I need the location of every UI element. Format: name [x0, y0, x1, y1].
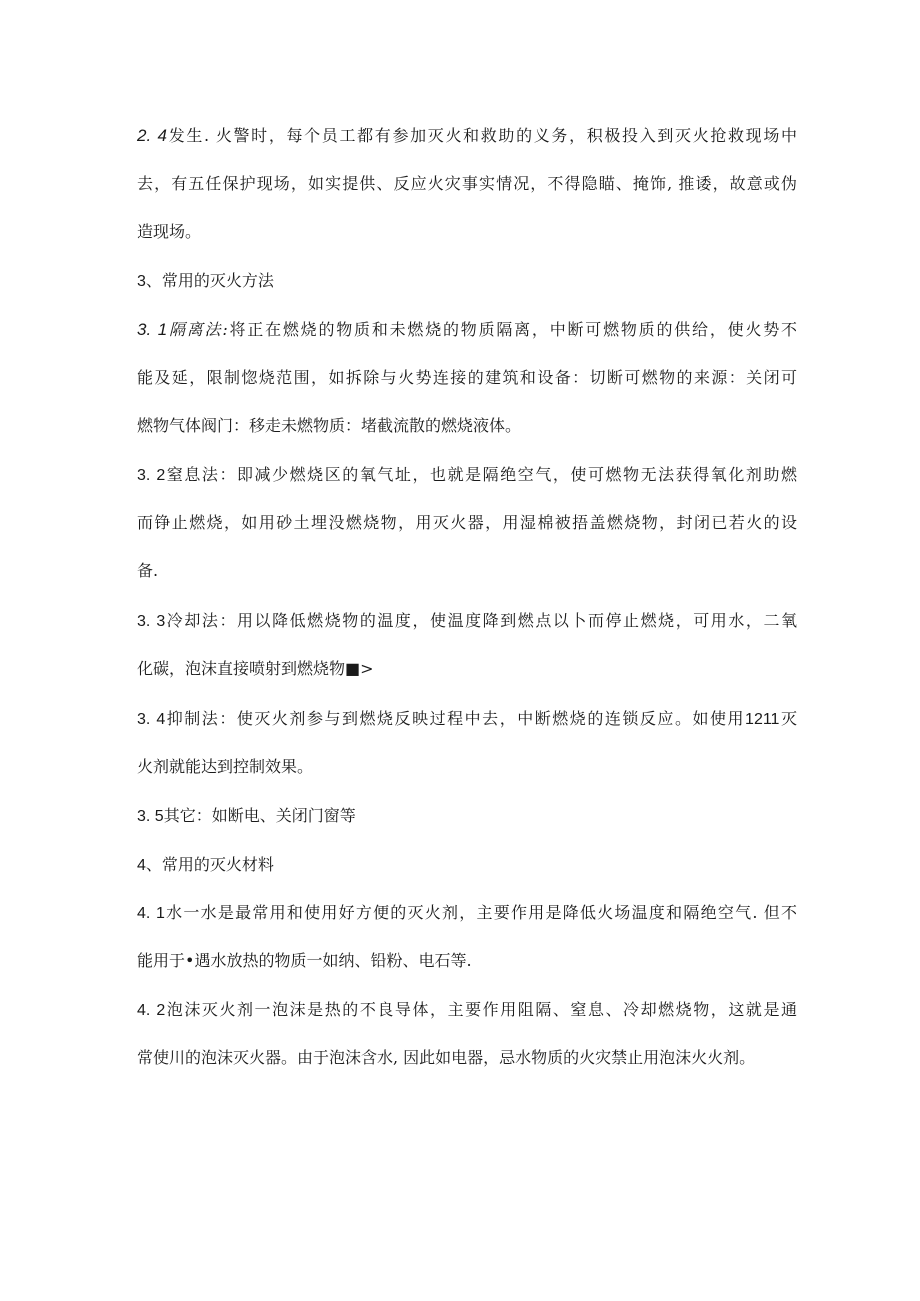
- heading-text: 、常用的灭火方法: [145, 271, 274, 290]
- paragraph-text: 冷却法：用以降低燃烧物的温度，使温度降到燃点以卜而停止燃烧，可用水，二氧: [165, 611, 797, 630]
- paragraph-text: 抑制法：使灭火剂参与到燃烧反映过程中去，中断燃烧的连锁反应。如使用: [165, 709, 746, 728]
- section-number: 2. 4: [137, 126, 168, 145]
- paragraph-line: [137, 1045, 797, 1071]
- paragraph-text: 灭: [779, 709, 797, 728]
- paragraph-text: 化碳，泡沫直接喷射到燃烧物■>: [137, 659, 374, 678]
- paragraph-3-2: [137, 462, 797, 584]
- section-number: 4: [137, 857, 146, 874]
- paragraph-line: [137, 123, 797, 149]
- section-number: 3. 4: [137, 711, 166, 728]
- section-number: 4. 2: [137, 1002, 166, 1019]
- paragraph-line: [137, 558, 797, 584]
- paragraph-text: 造现场。: [137, 222, 202, 241]
- paragraph-4-2: [137, 997, 797, 1071]
- section-heading-3: [137, 268, 797, 294]
- paragraph-3-1: [137, 317, 797, 439]
- paragraph-line: [137, 656, 797, 682]
- paragraph-3-4: [137, 706, 797, 780]
- paragraph-text: 水一水是最常用和使用好方便的灭火剂，主要作用是降低火场温度和隔绝空气. 但不: [164, 903, 797, 922]
- heading-line: [137, 268, 797, 294]
- paragraph-text: 泡沫灭火剂一泡沫是热的不良导体，主要作用阻隔、窒息、冷却燃烧物，这就是通: [165, 1000, 797, 1019]
- paragraph-line: [137, 219, 797, 245]
- paragraph-text: 而铮止燃烧，如用砂土埋没燃烧物，用灭火器，用湿棉被捂盖燃烧物，封闭已若火的设: [137, 513, 797, 532]
- paragraph-line: [137, 754, 797, 780]
- heading-line: [137, 852, 797, 878]
- paragraph-text: 常使川的泡沫灭火器。由于泡沫含水, 因此如电器，忌水物质的火灾禁止用泡沫火火剂。: [137, 1048, 756, 1067]
- agent-code: 1211: [745, 711, 780, 728]
- paragraph-line: [137, 997, 797, 1023]
- paragraph-text: 备.: [137, 561, 159, 580]
- paragraph-line: [137, 365, 797, 391]
- paragraph-line: [137, 510, 797, 536]
- paragraph-text: 火剂就能达到控制效果。: [137, 757, 314, 776]
- paragraph-line: [137, 948, 797, 974]
- section-number: 4. 1: [137, 905, 165, 922]
- section-number: 3. 5: [137, 808, 164, 825]
- paragraph-4-1: [137, 900, 797, 974]
- paragraph-3-5: [137, 803, 797, 829]
- section-number: 3: [137, 273, 146, 290]
- paragraph-text: 去，有五任保护现场，如实提供、反应火灾事实情况，不得隐瞄、掩饰, 推诿，故意或伪: [137, 174, 797, 193]
- paragraph-text: 将正在燃烧的物质和未燃烧的物质隔离，中断可燃物质的供给，使火势不: [227, 320, 797, 339]
- paragraph-text: 能及延，限制惚烧范围，如拆除与火势连接的建筑和设备：切断可燃物的来源：关闭可: [137, 368, 797, 387]
- section-number: 3. 2: [137, 467, 166, 484]
- paragraph-text: 能用于•遇水放热的物质一如纳、铅粉、电石等.: [137, 951, 472, 970]
- paragraph-line: [137, 706, 797, 732]
- paragraph-line: [137, 900, 797, 926]
- paragraph-text: 窒息法：即减少燃烧区的氧气址，也就是隔绝空气，使可燃物无法获得氧化剂助燃: [165, 465, 797, 484]
- heading-text: 、常用的灭火材料: [145, 855, 274, 874]
- section-heading-4: [137, 852, 797, 878]
- paragraph-3-3: [137, 608, 797, 682]
- paragraph-line: [137, 171, 797, 197]
- paragraph-text: 其它：如断电、关闭门窗等: [163, 806, 356, 825]
- paragraph-2-4: [137, 123, 797, 245]
- paragraph-line: [137, 413, 797, 439]
- paragraph-line: [137, 317, 797, 343]
- section-number: 3. 3: [137, 613, 166, 630]
- paragraph-line: [137, 608, 797, 634]
- paragraph-text: 燃物气体阀门：移走未燃物质：堵截流散的燃烧液体。: [137, 416, 522, 435]
- paragraph-text: 发生. 火警时，每个员工都有参加灭火和救助的义务，积极投入到灭火抢救现场中: [167, 126, 797, 145]
- paragraph-line: [137, 462, 797, 488]
- section-number: 3. 1: [137, 320, 168, 339]
- method-label: 隔离法:: [167, 320, 228, 339]
- paragraph-line: [137, 803, 797, 829]
